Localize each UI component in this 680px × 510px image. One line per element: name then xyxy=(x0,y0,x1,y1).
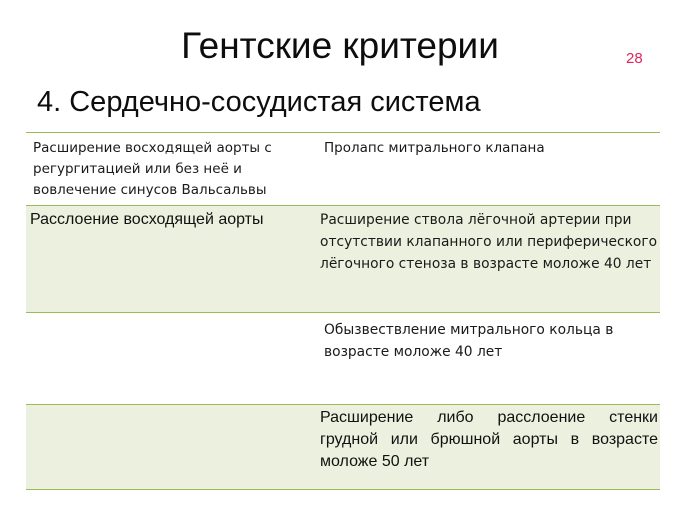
slide-title: Гентские критерии xyxy=(181,25,499,66)
table-cell xyxy=(26,405,316,489)
table-row xyxy=(26,205,660,312)
criteria-table xyxy=(26,132,660,490)
table-cell: Пролапс митрального клапана xyxy=(324,140,545,156)
table-cell: Расширение восходящей аорты с регургитацией или без неё и вовлечение синусов Вальсальвы xyxy=(33,140,272,198)
section-subtitle: 4. Сердечно-сосудистая система xyxy=(37,86,481,118)
table-cell xyxy=(26,313,316,404)
table-row xyxy=(26,312,660,404)
table-cell: Расширение либо расслоение стенки грудной или брюшной аорты в возрасте моложе 50 лет xyxy=(320,409,658,470)
table-row xyxy=(26,132,660,205)
page-number: 28 xyxy=(626,50,643,67)
table-cell: Расширение ствола лёгочной артерии при отсутствии клапанного или периферического лёгочного стеноза в возрасте моложе 40 лет xyxy=(320,212,658,272)
table-cell: Расслоение восходящей аорты xyxy=(30,211,264,228)
table-row xyxy=(26,404,660,490)
table-cell: Обызвествление митрального кольца в возрасте моложе 40 лет xyxy=(324,322,614,360)
